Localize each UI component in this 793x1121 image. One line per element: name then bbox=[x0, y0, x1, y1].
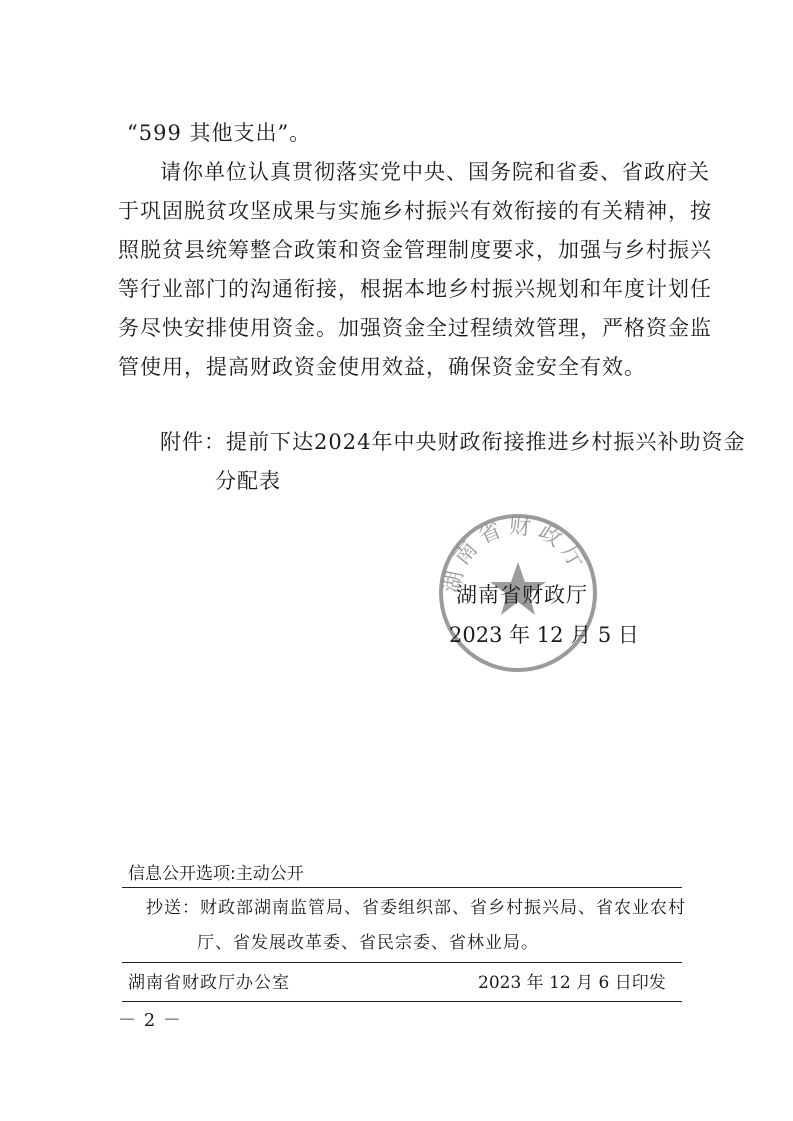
body-paragraph-line: 管使用，提高财政资金使用效益，确保资金安全有效。 bbox=[118, 355, 646, 379]
cc-line-1: 抄送：财政部湖南监管局、省委组织部、省乡村振兴局、省农业农村 bbox=[146, 898, 686, 918]
attachment-line-2: 分配表 bbox=[215, 469, 281, 493]
body-paragraph-line: 于巩固脱贫攻坚成果与实施乡村振兴有效衔接的有关精神，按 bbox=[118, 199, 712, 223]
issuer-name: 湖南省财政厅办公室 bbox=[128, 973, 290, 993]
body-line-1: “599 其他支出”。 bbox=[127, 121, 312, 145]
info-disclosure-label: 信息公开选项:主动公开 bbox=[128, 864, 304, 884]
body-paragraph-line: 务尽快安排使用资金。加强资金全过程绩效管理，严格资金监 bbox=[118, 316, 712, 340]
page-number: － 2 － bbox=[118, 1010, 182, 1031]
footer-divider-bottom bbox=[122, 1001, 682, 1002]
body-paragraph-line: 照脱贫县统筹整合政策和资金管理制度要求，加强与乡村振兴 bbox=[118, 238, 712, 262]
attachment-line-1: 附件：提前下达2024年中央财政衔接推进乡村振兴补助资金 bbox=[160, 430, 746, 454]
body-paragraph-line: 等行业部门的沟通衔接，根据本地乡村振兴规划和年度计划任 bbox=[118, 277, 712, 301]
footer-divider-middle bbox=[122, 962, 682, 963]
signature-date: 2023 年 12 月 5 日 bbox=[449, 623, 639, 647]
footer-divider-top bbox=[122, 887, 682, 888]
issue-date: 2023 年 12 月 6 日印发 bbox=[478, 973, 666, 993]
svg-text:湖南省财政厅: 湖南省财政厅 bbox=[439, 514, 592, 596]
cc-line-2: 厅、省发展改革委、省民宗委、省林业局。 bbox=[197, 933, 539, 953]
body-paragraph-line: 请你单位认真贯彻落实党中央、国务院和省委、省政府关 bbox=[160, 160, 710, 184]
signature-org: 湖南省财政厅 bbox=[456, 583, 588, 607]
